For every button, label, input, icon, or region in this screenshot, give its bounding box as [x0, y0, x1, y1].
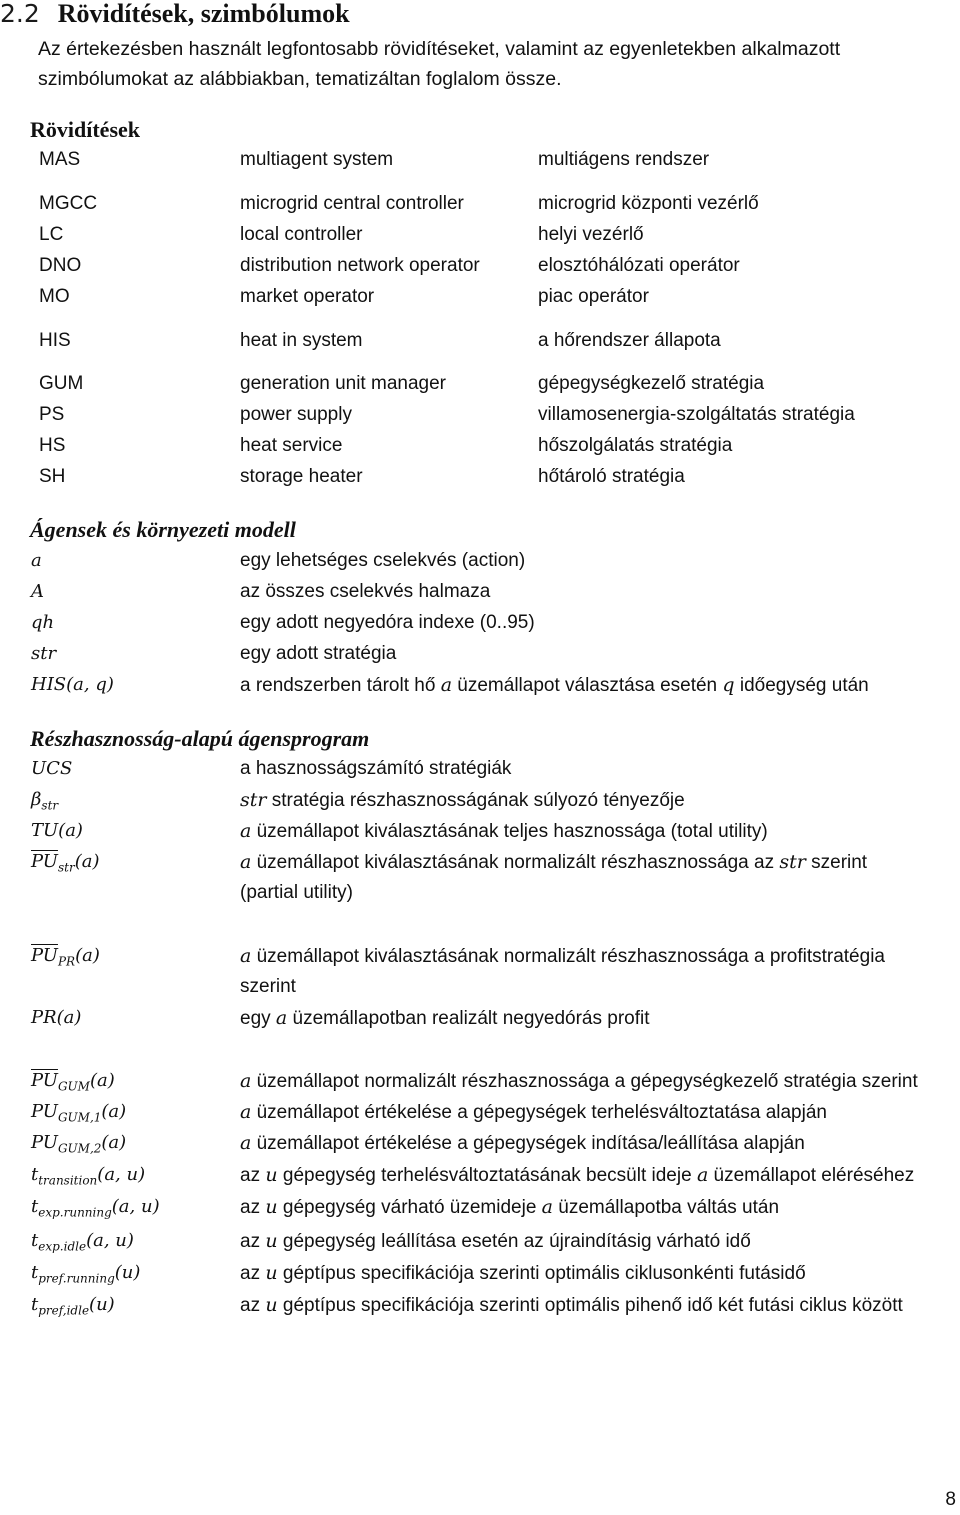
symbol: $t_{transition}(a$, u) [31, 1164, 146, 1188]
abbr-english: power supply [240, 404, 352, 425]
abbr-english: heat service [240, 435, 343, 456]
abbr-title: Rövidítések [30, 117, 140, 142]
symbol-desc: az u gépegység terhelésváltoztatásának becsült ideje a üzemállapot eléréséhez [240, 1164, 915, 1186]
symbol-desc: egy a üzemállapotban realizált negyedórás profit [240, 1007, 650, 1029]
symbol-desc: az u géptípus specifikációja szerinti optimális ciklusonkénti futásidő [240, 1262, 806, 1284]
abbr-english: microgrid central controller [240, 193, 464, 214]
abbr-code: MO [39, 286, 70, 307]
symbol-desc-cont: (partial utility) [240, 882, 353, 903]
symbol: $PU_{GUM,2}(a)$ [31, 1132, 127, 1156]
abbr-hungarian: hőtároló stratégia [538, 466, 685, 487]
abbr-english: market operator [240, 286, 375, 307]
symbol-desc: a üzemállapot kiválasztásának teljes hasznossága (total utility) [240, 820, 768, 842]
page-number: 8 [945, 1489, 956, 1510]
symbol: UCS [31, 758, 73, 779]
abbr-code: LC [39, 224, 64, 245]
intro-paragraph [38, 34, 958, 94]
abbr-code: HIS [39, 330, 71, 351]
intro-line: Az értekezésben használt legfontosabb rövidítéseket, valamint az egyenletekben alkalmazott [38, 38, 841, 60]
abbr-hungarian: microgrid központi vezérlő [538, 193, 759, 214]
section-heading [0, 0, 350, 29]
abbr-hungarian: helyi vezérlő [538, 224, 644, 245]
symbol-desc: str stratégia részhasznosságának súlyozó tényezője [240, 789, 685, 811]
symbol: $t_{pref,idle}(u)$ [31, 1294, 115, 1318]
symbol-desc: az összes cselekvés halmaza [240, 581, 491, 602]
symbol-desc-cont: szerint [240, 976, 296, 997]
symbol-desc: a üzemállapot értékelése a gépegységek terhelésváltoztatása alapján [240, 1101, 827, 1123]
symbol: $\overline{PU}_{GUM}(a)$ [31, 1070, 115, 1094]
symbol: str [31, 643, 57, 664]
abbr-hungarian: multiágens rendszer [538, 149, 710, 170]
abbr-english: storage heater [240, 466, 363, 487]
abbr-hungarian: villamosenergia-szolgáltatás stratégia [538, 404, 855, 425]
symbol: $t_{exp.running}(a$, u) [31, 1196, 160, 1220]
symbol: A [31, 581, 44, 602]
symbol: TU(a) [31, 820, 83, 841]
abbr-english: distribution network operator [240, 255, 480, 276]
symbol-desc: egy lehetséges cselekvés (action) [240, 550, 526, 571]
abbr-hungarian: a hőrendszer állapota [538, 330, 721, 351]
symbol-desc: a hasznosságszámító stratégiák [240, 758, 512, 779]
symbol: $\overline{PU}_{PR}(a)$ [31, 945, 100, 969]
abbr-hungarian: gépegységkezelő stratégia [538, 373, 765, 394]
symbol-desc: az u gépegység várható üzemideje a üzemállapotba váltás után [240, 1196, 780, 1218]
symbol-desc: az u gépegység leállítása esetén az újraindításig várható idő [240, 1230, 751, 1252]
abbr-hungarian: piac operátor [538, 286, 649, 307]
abbr-code: MGCC [39, 193, 98, 214]
symbol: PR(a) [31, 1007, 82, 1028]
symbol-desc: egy adott negyedóra indexe (0..95) [240, 612, 535, 633]
agents-title: Ágensek és környezeti modell [30, 517, 296, 542]
symbol: a [31, 550, 42, 571]
abbr-hungarian: elosztóhálózati operátor [538, 255, 740, 276]
abbr-english: local controller [240, 224, 363, 245]
abbr-code: DNO [39, 255, 82, 276]
abbr-english: heat in system [240, 330, 363, 351]
symbol-desc: a üzemállapot kiválasztásának normalizált részhasznossága az str szerint [240, 851, 868, 873]
abbr-hungarian: hőszolgálatás stratégia [538, 435, 733, 456]
symbol: qh [31, 612, 55, 633]
symbol-desc: a üzemállapot értékelése a gépegységek indítása/leállítása alapján [240, 1132, 805, 1154]
symbol-desc: a üzemállapot normalizált részhasznossága a gépegységkezelő stratégia szerint [240, 1070, 918, 1092]
symbol-desc: a üzemállapot kiválasztásának normalizált részhasznossága a profitstratégia [240, 945, 885, 967]
abbr-code: HS [39, 435, 66, 456]
partial-title: Részhasznosság-alapú ágensprogram [30, 726, 370, 751]
intro-line: szimbólumokat az alábbiakban, tematizáltan foglalom össze. [38, 68, 562, 90]
symbol-desc: a rendszerben tárolt hő a üzemállapot választása esetén q időegység után [240, 674, 869, 696]
section-title: Rövidítések, szimbólumok [57, 0, 350, 28]
section-number: 2.2 [0, 0, 40, 28]
symbol: $t_{pref.running}(u)$ [31, 1262, 141, 1286]
symbol: $t_{exp.idle}(a$, u) [31, 1230, 134, 1254]
abbr-code: GUM [39, 373, 84, 394]
symbol-desc: egy adott stratégia [240, 643, 397, 664]
abbr-code: PS [39, 404, 65, 425]
symbol: $\beta_{str}$ [31, 789, 59, 813]
symbol: HIS(a, q) [31, 674, 114, 695]
symbol-desc: az u géptípus specifikációja szerinti optimális pihenő idő két futási ciklus között [240, 1294, 903, 1316]
symbol: $\overline{PU}_{str}(a)$ [31, 851, 100, 875]
abbr-english: generation unit manager [240, 373, 446, 394]
abbr-english: multiagent system [240, 149, 394, 170]
abbr-code: MAS [39, 149, 81, 170]
abbr-code: SH [39, 466, 66, 487]
symbol: $PU_{GUM,1}(a)$ [31, 1101, 127, 1125]
